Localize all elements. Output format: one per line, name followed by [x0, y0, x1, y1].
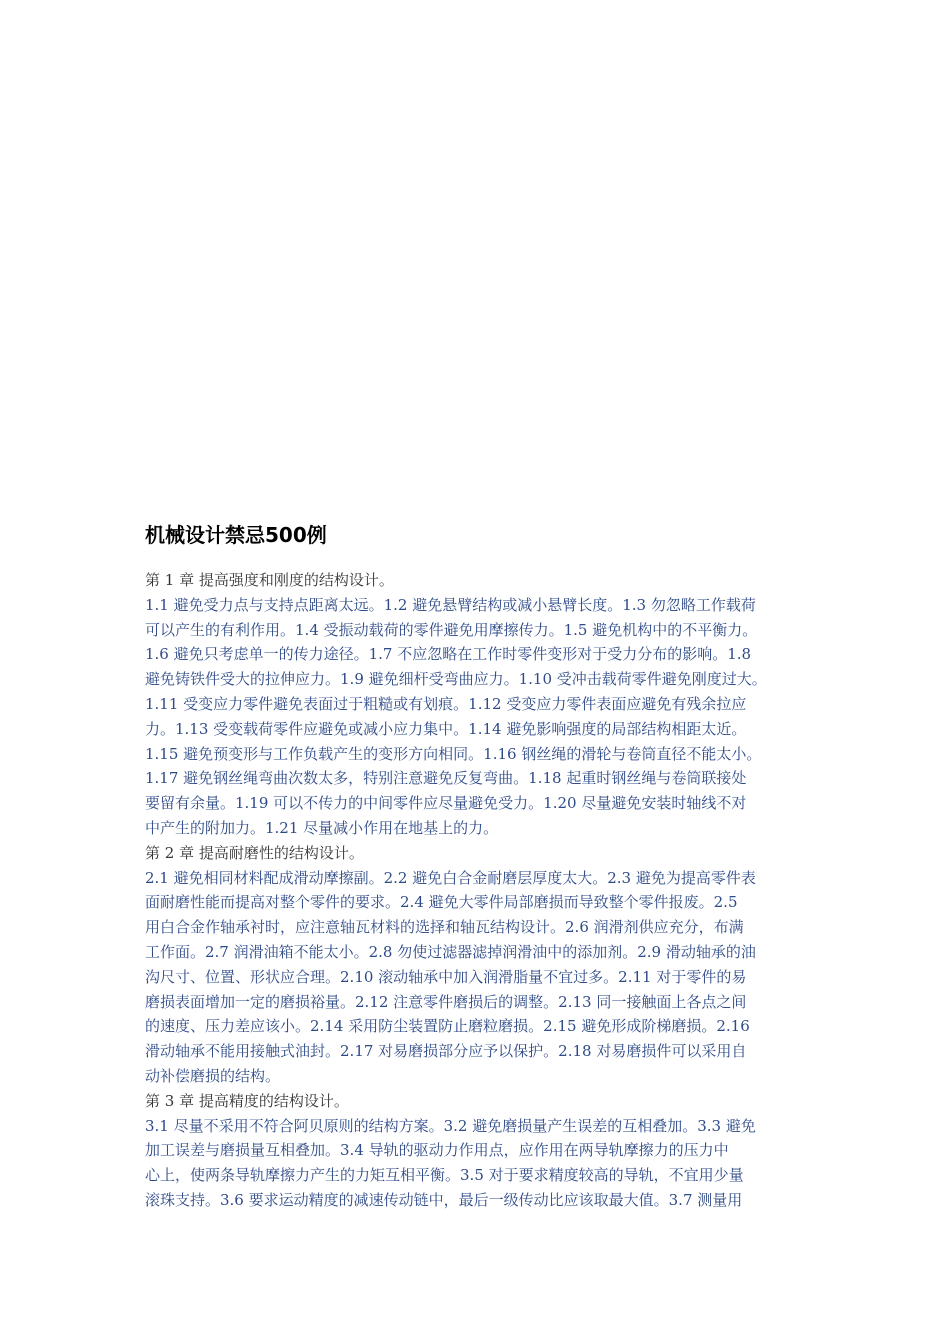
document-content: [145, 520, 825, 1213]
paragraph-line: 心上，使两条导轨摩擦力产生的力矩互相平衡。3.5 对于要求精度较高的导轨，不宜用少量: [145, 1166, 744, 1185]
paragraph-line: 2.1 避免相同材料配成滑动摩擦副。2.2 避免白合金耐磨层厚度太大。2.3 避免为提高零件表: [145, 868, 756, 887]
paragraph-line: 加工误差与磨损量互相叠加。3.4 导轨的驱动力作用点，应作用在两导轨摩擦力的压力中: [145, 1141, 729, 1160]
paragraph-line: 滚珠支持。3.6 要求运动精度的减速传动链中，最后一级传动比应该取最大值。3.7 测量用: [145, 1190, 743, 1209]
paragraph-line: 1.15 避免预变形与工作负载产生的变形方向相同。1.16 钢丝绳的滑轮与卷筒直径不能太小。: [145, 744, 762, 763]
paragraph-line: 的速度、压力差应该小。2.14 采用防尘装置防止磨粒磨损。2.15 避免形成阶梯磨损。2.16: [145, 1017, 750, 1036]
paragraph-line: 1.1 避免受力点与支持点距离太远。1.2 避免悬臂结构或减小悬臂长度。1.3 勿忽略工作载荷: [145, 595, 756, 614]
chapter-heading: 第 2 章 提高耐磨性的结构设计。: [145, 843, 364, 862]
paragraph-line: 磨损表面增加一定的磨损裕量。2.12 注意零件磨损后的调整。2.13 同一接触面上各点之间: [145, 992, 747, 1011]
paragraph-line: 要留有余量。1.19 可以不传力的中间零件应尽量避免受力。1.20 尽量避免安装时轴线不对: [145, 794, 747, 813]
chapter-heading: 第 3 章 提高精度的结构设计。: [145, 1091, 349, 1110]
paragraph-line: 1.11 受变应力零件避免表面过于粗糙或有划痕。1.12 受变应力零件表面应避免有残余拉应: [145, 694, 747, 713]
paragraph-line: 可以产生的有利作用。1.4 受振动载荷的零件避免用摩擦传力。1.5 避免机构中的不平衡力。: [145, 620, 758, 639]
paragraph-line: 3.1 尽量不采用不符合阿贝原则的结构方案。3.2 避免磨损量产生误差的互相叠加。3.3 避免: [145, 1116, 756, 1135]
paragraph-line: 中产生的附加力。1.21 尽量减小作用在地基上的力。: [145, 818, 499, 837]
chapter-heading: 第 1 章 提高强度和刚度的结构设计。: [145, 571, 394, 589]
document-body: [145, 568, 825, 1213]
paragraph-line: 工作面。2.7 润滑油箱不能太小。2.8 勿使过滤器滤掉润滑油中的添加剂。2.9 滑动轴承的油: [145, 942, 756, 961]
paragraph-line: 力。1.13 受变载荷零件应避免或减小应力集中。1.14 避免影响强度的局部结构相距太近。: [145, 719, 747, 738]
paragraph-line: 用白合金作轴承衬时，应注意轴瓦材料的选择和轴瓦结构设计。2.6 润滑剂供应充分，布满: [145, 918, 744, 937]
paragraph-line: 沟尺寸、位置、形状应合理。2.10 滚动轴承中加入润滑脂量不宜过多。2.11 对于零件的易: [145, 967, 747, 986]
paragraph-line: 滑动轴承不能用接触式油封。2.17 对易磨损部分应予以保护。2.18 对易磨损件可以采用自: [145, 1042, 747, 1061]
paragraph-line: 避免铸铁件受大的拉伸应力。1.9 避免细杆受弯曲应力。1.10 受冲击载荷零件避免刚度过大。: [145, 670, 767, 689]
document-title: 机械设计禁忌500例: [145, 523, 327, 547]
paragraph-line: 面耐磨性能而提高对整个零件的要求。2.4 避免大零件局部磨损而导致整个零件报废。2.5: [145, 893, 738, 912]
paragraph-line: 1.17 避免钢丝绳弯曲次数太多，特别注意避免反复弯曲。1.18 起重时钢丝绳与卷筒联接处: [145, 769, 747, 788]
paragraph-line: 动补偿磨损的结构。: [145, 1066, 281, 1085]
paragraph-line: 1.6 避免只考虑单一的传力途径。1.7 不应忽略在工作时零件变形对于受力分布的影响。1.8: [145, 645, 752, 664]
